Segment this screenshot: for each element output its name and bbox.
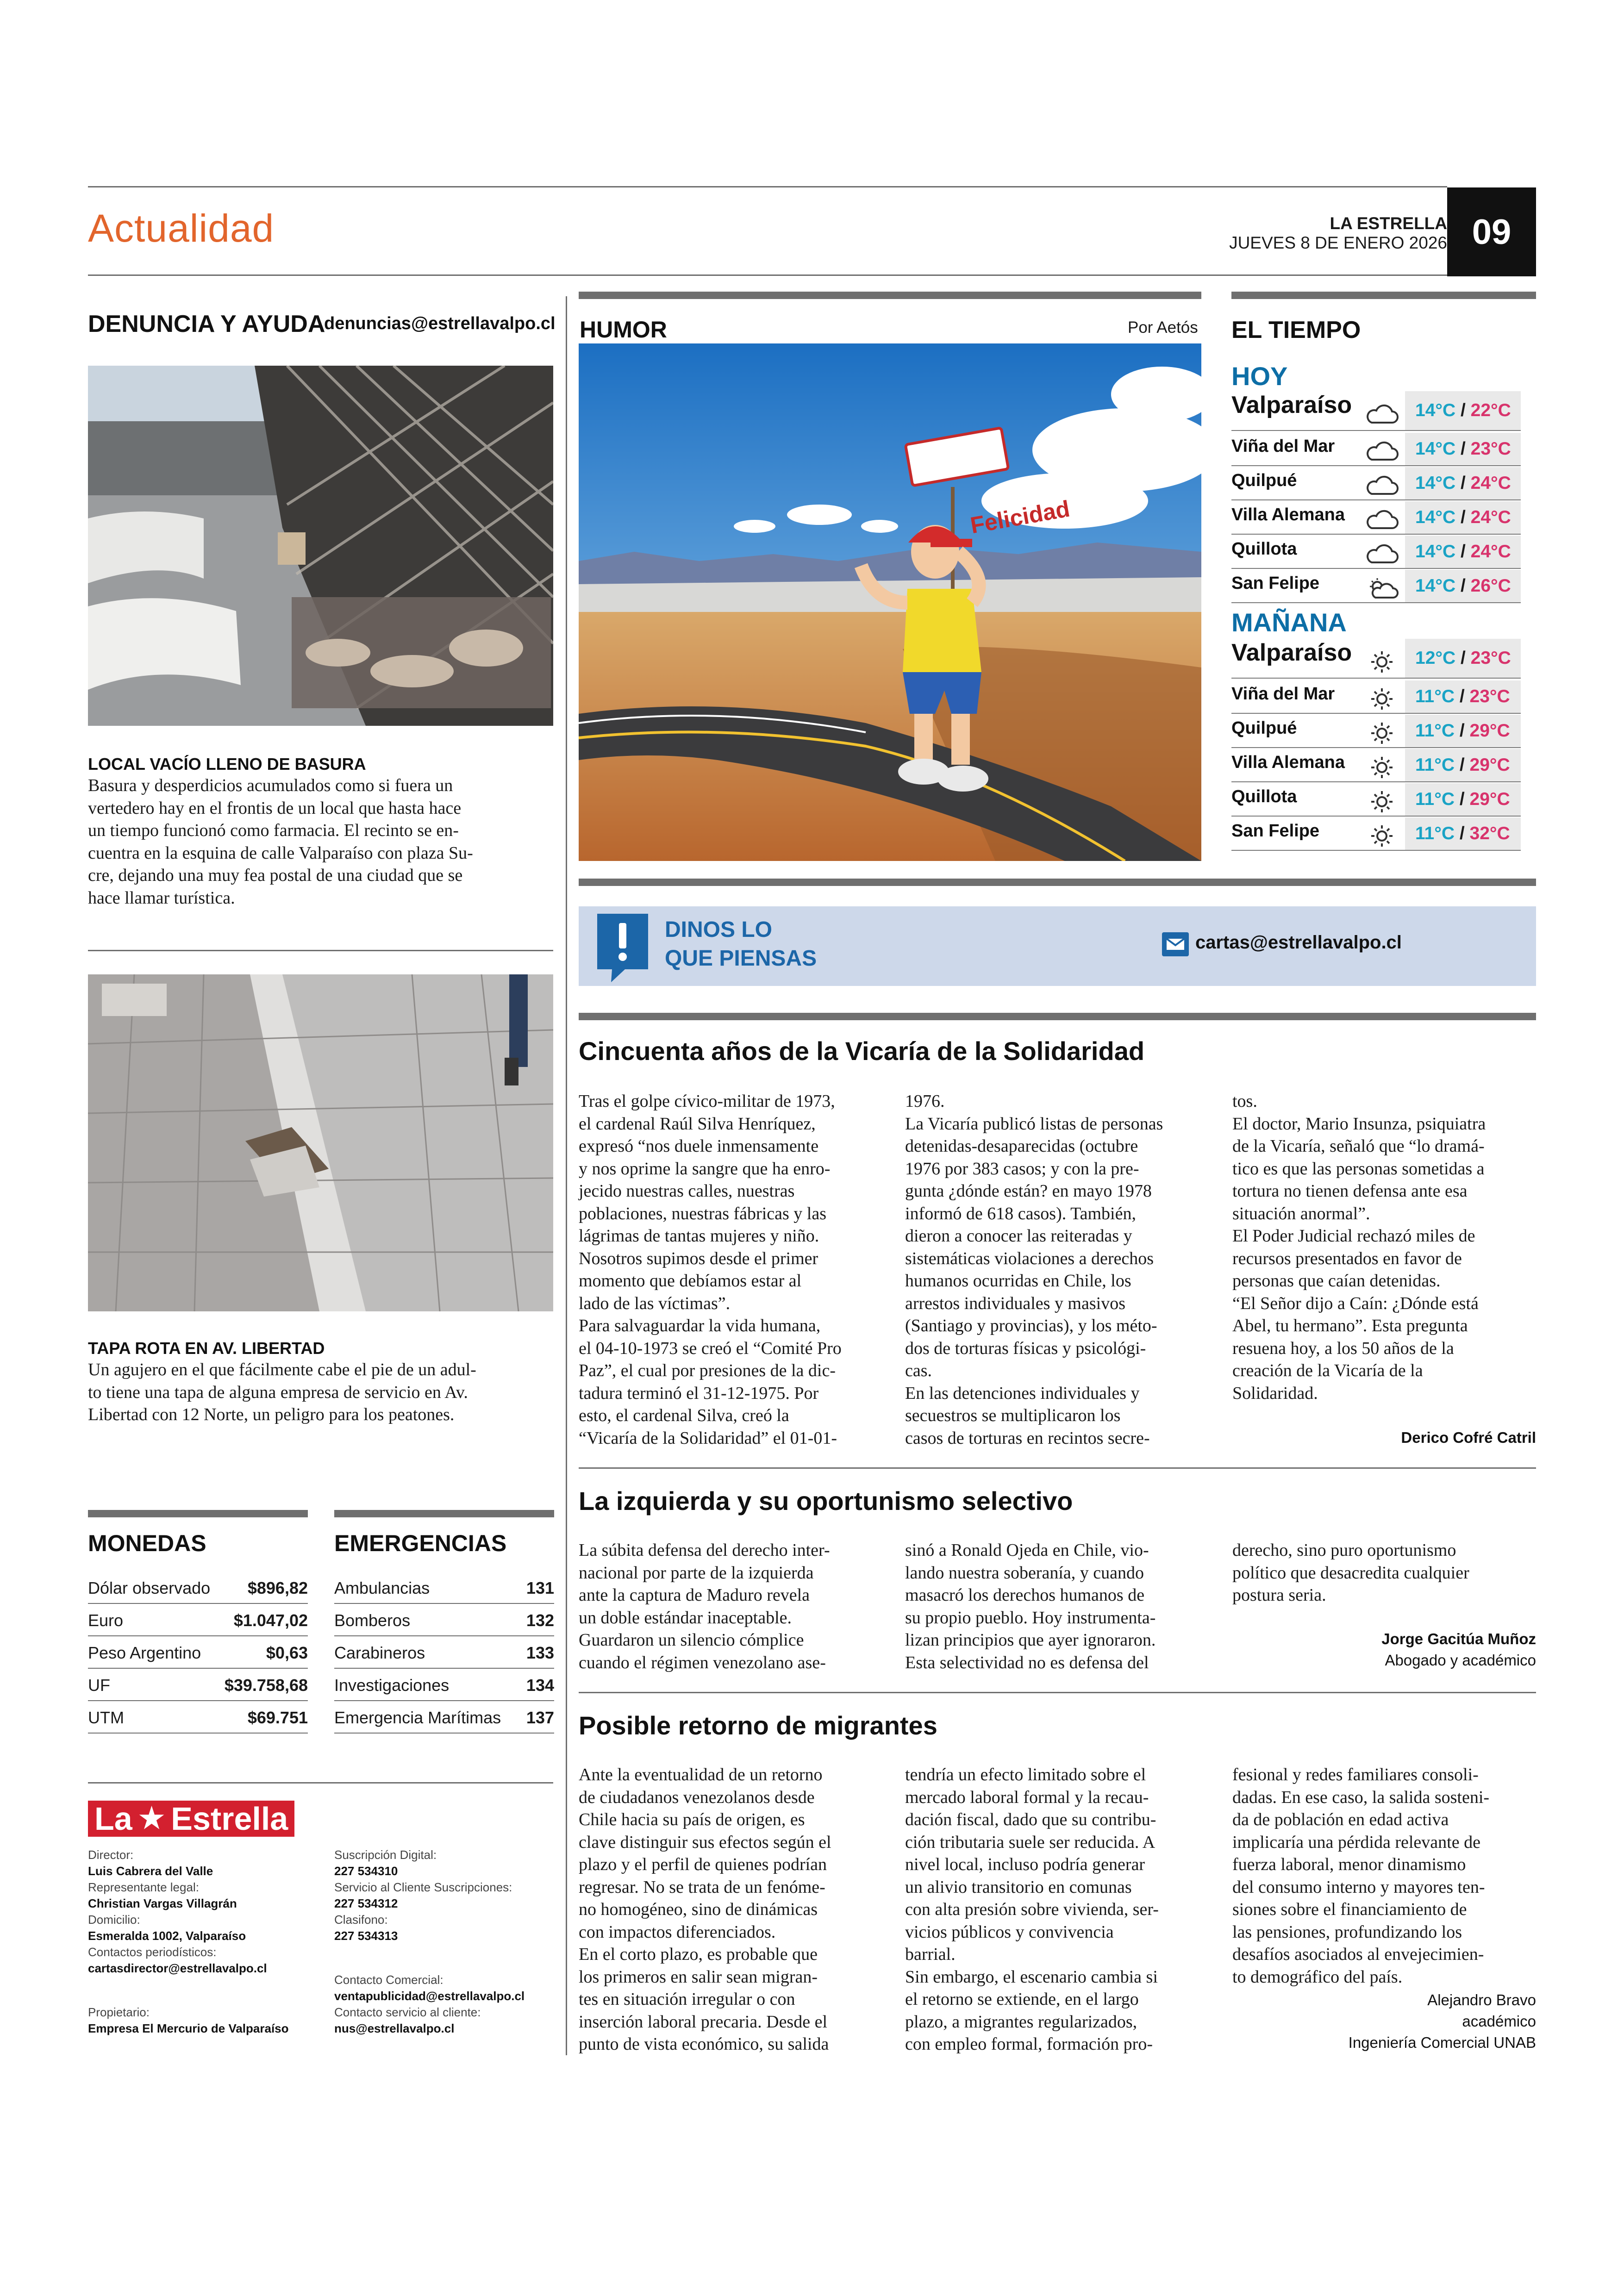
text-line: Para salvaguardar la vida humana, (579, 1316, 821, 1335)
weather-row (1231, 783, 1521, 817)
weather-city: Viña del Mar (1231, 437, 1335, 456)
text-line: jecido nuestras calles, nuestras (579, 1181, 795, 1201)
text-line: humanos ocurridas en Chile, los (905, 1271, 1131, 1291)
speech-bubble-icon (593, 909, 653, 983)
weather-temps (1405, 783, 1521, 816)
text-line: tortura no tienen defensa ante esa (1232, 1181, 1468, 1201)
item2-body: Un agujero en el que fácilmente cabe el pie de un adul- to tiene una tapa de alguna empresa de servicio en Av. Libertad con 12 Norte, un peligro para los peatones. (88, 1360, 476, 1424)
sunny-icon (1363, 755, 1400, 780)
text-line: sinó a Ronald Ojeda en Chile, vio- (905, 1540, 1149, 1560)
cloudy-icon (1363, 542, 1400, 566)
weather-row (1231, 467, 1521, 500)
text-line: las pensiones, profundizando los (1232, 1922, 1462, 1942)
row-value: 133 (526, 1643, 554, 1662)
temp-separator: / (1455, 755, 1470, 775)
star-icon: ★ (139, 1801, 165, 1837)
text-line: con impactos diferenciados. (579, 1922, 776, 1942)
weather-temps (1405, 749, 1521, 781)
denuncia-email[interactable]: denuncias@estrellavalpo.cl (324, 314, 556, 333)
temp-min: 14°C (1415, 400, 1456, 420)
temp-max: 23°C (1470, 439, 1511, 459)
text-line: tos. (1232, 1091, 1257, 1111)
weather-row (1231, 391, 1521, 431)
row-label: UF (88, 1676, 110, 1695)
temp-max: 29°C (1469, 721, 1510, 741)
row-label: Peso Argentino (88, 1643, 201, 1662)
text-line: el retorno se extiende, en el largo (905, 1989, 1139, 2009)
weather-temps (1405, 536, 1521, 568)
text-line: informó de 618 casos). También, (905, 1204, 1136, 1223)
text-line: los primeros en salir sean migran- (579, 1967, 818, 1987)
text-line: nacional por parte de la izquierda (579, 1563, 814, 1583)
text-line: barrial. (905, 1945, 956, 1964)
header-bottom-rule (88, 274, 1447, 276)
humor-cartoon (579, 343, 1201, 861)
text-line: desafíos asociados al envejecimien- (1232, 1945, 1484, 1964)
masthead (1229, 214, 1447, 253)
text-line: Ingeniería Comercial UNAB (1348, 2034, 1536, 2051)
text-line: El Poder Judicial rechazó miles de (1232, 1226, 1475, 1246)
temp-min: 14°C (1415, 542, 1456, 561)
weather-row (1231, 433, 1521, 466)
text-line: Guardaron un silencio cómplice (579, 1630, 804, 1650)
text-line: detenidas-desaparecidas (octubre (905, 1136, 1138, 1156)
temp-max: 23°C (1470, 648, 1511, 668)
sunny-icon (1363, 790, 1400, 814)
weather-city: Valparaíso (1231, 639, 1352, 666)
temp-max: 24°C (1470, 542, 1511, 561)
text-line: casos de torturas en recintos secre- (905, 1428, 1150, 1448)
temp-separator: / (1455, 789, 1470, 809)
row-value: $39.758,68 (224, 1676, 308, 1695)
text-line: Derico Cofré Catril (1401, 1429, 1536, 1446)
sunny-icon (1363, 687, 1400, 711)
row-value: $69.751 (247, 1708, 308, 1727)
text-line: con empleo formal, formación pro- (905, 2034, 1153, 2054)
text-line: de la Vicaría, señaló que “lo dramá- (1232, 1136, 1485, 1156)
text-line: lado de las víctimas”. (579, 1293, 731, 1313)
humor-bar (579, 292, 1201, 299)
temp-max: 32°C (1469, 823, 1510, 843)
text-line: Abogado y académico (1385, 1652, 1536, 1669)
letter1-col1 (579, 1090, 884, 1449)
text-line: postura seria. (1232, 1585, 1326, 1605)
letter3-col2 (905, 1764, 1211, 2056)
text-line: académico (1462, 2013, 1536, 2030)
imprint-left: Director: Luis Cabrera del Valle Representante legal: Christian Vargas Villagrán Domicilio: Esmeralda 1002, Valparaíso Contactos periodísticos: cartasdirector@estrellavalpo.cl Propietario: Empresa El Mercurio de Valparaíso (88, 1848, 289, 2035)
temp-min: 11°C (1415, 823, 1455, 843)
letter2-signature (1381, 1628, 1536, 1671)
monedas-title: MONEDAS (88, 1530, 206, 1556)
text-line: su propio pueblo. Hoy instrumenta- (905, 1608, 1156, 1628)
temp-separator: / (1455, 686, 1470, 706)
humor-author: Por Aetós (1128, 318, 1198, 337)
text-line: sistemáticas violaciones a derechos (905, 1248, 1154, 1268)
text-line: (Santiago y provincias), y los méto- (905, 1316, 1157, 1335)
text-line: “Vicaría de la Solidaridad” el 01-01- (579, 1428, 837, 1448)
monedas-bar (88, 1510, 308, 1517)
weather-row (1231, 680, 1521, 714)
letter2-divider (579, 1692, 1536, 1693)
weather-city: Villa Alemana (1231, 753, 1345, 772)
table-row (88, 1604, 308, 1636)
text-line: 1976 por 383 casos; y con la pre- (905, 1159, 1139, 1179)
weather-row (1231, 749, 1521, 782)
text-line: dadas. En ese caso, la salida sosteni- (1232, 1787, 1490, 1807)
text-line: tendría un efecto limitado sobre el (905, 1765, 1146, 1784)
weather-city: Valparaíso (1231, 392, 1352, 418)
text-line: plazo, a migrantes regularizados, (905, 2012, 1137, 2032)
text-line: Paz”, el cual por presiones de la dic- (579, 1361, 836, 1380)
weather-row (1231, 817, 1521, 851)
page-number: 09 (1447, 187, 1536, 276)
text-line: da de población en edad activa (1232, 1810, 1449, 1829)
weather-city: Quillota (1231, 539, 1297, 559)
text-line: En el corto plazo, es probable que (579, 1945, 818, 1964)
mail-icon (1162, 932, 1189, 956)
weather-today-label: HOY (1231, 362, 1288, 391)
section-title: Actualidad (88, 206, 275, 250)
imprint-rule (88, 1782, 553, 1784)
text-line: situación anormal”. (1232, 1204, 1370, 1223)
cloudy-icon (1363, 402, 1400, 426)
row-value: $896,82 (247, 1578, 308, 1597)
weather-row (1231, 715, 1521, 748)
temp-min: 11°C (1415, 686, 1455, 706)
column-divider (566, 296, 567, 2055)
weather-temps (1405, 680, 1521, 713)
temp-min: 14°C (1415, 439, 1456, 459)
text-line: creación de la Vicaría de la (1232, 1361, 1423, 1380)
letter3-col3 (1232, 1764, 1538, 1988)
text-line: poblaciones, nuestras fábricas y las (579, 1204, 826, 1223)
text-line: momento que debíamos estar al (579, 1271, 802, 1291)
text-line: clave distinguir sus efectos según el (579, 1832, 831, 1852)
letter1-divider (579, 1467, 1536, 1469)
temp-max: 29°C (1469, 789, 1510, 809)
row-label: Ambulancias (334, 1578, 430, 1597)
text-line: no homogéneo, sino de dinámicas (579, 1900, 818, 1919)
temp-separator: / (1455, 576, 1471, 596)
la-estrella-logo: La ★ Estrella (88, 1801, 294, 1837)
temp-separator: / (1455, 648, 1471, 668)
dinos-title: DINOS LO QUE PIENSAS (665, 917, 817, 971)
row-label: Emergencia Marítimas (334, 1708, 501, 1727)
temp-separator: / (1455, 507, 1471, 527)
text-line: implicaría una pérdida relevante de (1232, 1832, 1480, 1852)
table-row (334, 1636, 554, 1669)
text-line: de ciudadanos venezolanos desde (579, 1787, 815, 1807)
temp-min: 14°C (1415, 473, 1456, 493)
dinos-top-bar (579, 879, 1536, 886)
humor-title: HUMOR (580, 317, 667, 343)
weather-city: Viña del Mar (1231, 684, 1335, 704)
cloudy-icon (1363, 474, 1400, 498)
table-row (88, 1636, 308, 1669)
sunny-icon (1363, 721, 1400, 745)
text-line: La Vicaría publicó listas de personas (905, 1114, 1163, 1134)
weather-bar (1231, 292, 1536, 299)
temp-separator: / (1455, 473, 1471, 493)
cloudy-icon (1363, 439, 1400, 463)
item2-caption: TAPA ROTA EN AV. LIBERTAD (88, 1339, 325, 1358)
weather-city: San Felipe (1231, 821, 1320, 841)
text-line: dos de torturas físicas y psicológi- (905, 1338, 1146, 1358)
temp-min: 14°C (1415, 576, 1456, 596)
temp-max: 24°C (1470, 507, 1511, 527)
text-line: ción tributaria suele ser reducida. A (905, 1832, 1156, 1852)
weather-tomorrow-label: MAÑANA (1231, 608, 1347, 637)
table-row (88, 1572, 308, 1604)
table-row (88, 1669, 308, 1701)
letter3-col1 (579, 1764, 884, 2056)
sunny-icon (1363, 650, 1400, 674)
text-line: masacró los derechos humanos de (905, 1585, 1145, 1605)
text-line: regresar. No se trata de un fenóme- (579, 1877, 825, 1897)
letter2-title: La izquierda y su oportunismo selectivo (579, 1486, 1073, 1515)
text-line: dieron a conocer las reiteradas y (905, 1226, 1132, 1246)
letter1-col3 (1232, 1090, 1538, 1404)
weather-city: Quilpué (1231, 718, 1297, 738)
temp-separator: / (1455, 439, 1471, 459)
text-line: gunta ¿dónde están? en mayo 1978 (905, 1181, 1152, 1201)
temp-max: 22°C (1470, 400, 1511, 420)
row-value: 131 (526, 1578, 554, 1597)
text-line: Sin embargo, el escenario cambia si (905, 1967, 1158, 1987)
text-line: to demográfico del país. (1232, 1967, 1403, 1987)
temp-min: 12°C (1415, 648, 1456, 668)
weather-temps (1405, 433, 1521, 465)
row-label: Carabineros (334, 1643, 425, 1662)
dinos-banner (579, 906, 1536, 986)
cloudy-icon (1363, 508, 1400, 532)
weather-temps (1405, 391, 1521, 430)
text-line: cas. (905, 1361, 932, 1380)
text-line: cuando el régimen venezolano ase- (579, 1653, 826, 1672)
temp-separator: / (1455, 721, 1470, 741)
row-value: 134 (526, 1676, 554, 1695)
table-row (88, 1701, 308, 1734)
temp-max: 26°C (1470, 576, 1511, 596)
sunny-icon (1363, 824, 1400, 848)
text-line: lando nuestra soberanía, y cuando (905, 1563, 1144, 1583)
text-line: secuestros se multiplicaron los (905, 1406, 1121, 1425)
text-line: punto de vista económico, su salida (579, 2034, 829, 2054)
table-row (334, 1604, 554, 1636)
text-line: Tras el golpe cívico-militar de 1973, (579, 1091, 835, 1111)
temp-min: 11°C (1415, 789, 1455, 809)
imprint-right: Suscripción Digital: 227 534310 Servicio al Cliente Suscripciones: 227 534312 Clasifono: 227 534313 Contacto Comercial: ventapublicidad@estrellavalpo.cl Contacto servicio al cliente: nus@estrellavalpo.cl (334, 1848, 525, 2035)
row-value: 132 (526, 1611, 554, 1630)
text-line: político que desacredita cualquier (1232, 1563, 1469, 1583)
temp-min: 11°C (1415, 721, 1455, 741)
weather-city: Quillota (1231, 787, 1297, 806)
text-line: el 04-10-1973 se creó el “Comité Pro (579, 1338, 842, 1358)
text-line: nivel local, incluso podría generar (905, 1855, 1145, 1874)
dinos-email[interactable]: cartas@estrellavalpo.cl (1195, 932, 1402, 953)
text-line: lizan principios que ayer ignoraron. (905, 1630, 1156, 1650)
publication-name: LA ESTRELLA (1330, 214, 1447, 233)
weather-temps (1405, 570, 1521, 602)
letter3-signature (1349, 1989, 1536, 2053)
item1-caption: LOCAL VACÍO LLENO DE BASURA (88, 755, 366, 773)
text-line: personas que caían detenidas. (1232, 1271, 1441, 1291)
text-line: 1976. (905, 1091, 945, 1111)
partly-cloudy-icon (1363, 576, 1400, 600)
weather-temps (1405, 715, 1521, 747)
cartoon-sign-text: Felicidad (968, 495, 1072, 539)
text-line: expresó “nos duele inmensamente (579, 1136, 819, 1156)
letter3-title: Posible retorno de migrantes (579, 1711, 937, 1740)
temp-min: 14°C (1415, 507, 1456, 527)
denuncia-title: DENUNCIA Y AYUDA (88, 311, 325, 337)
emergencias-title: EMERGENCIAS (334, 1530, 507, 1556)
text-line: En las detenciones individuales y (905, 1383, 1140, 1403)
row-label: Dólar observado (88, 1578, 211, 1597)
text-line: siones sobre el financiamiento de (1232, 1900, 1467, 1919)
letter2-col3 (1232, 1539, 1538, 1607)
text-line: resuena hoy, a los 50 años de la (1232, 1338, 1454, 1358)
row-label: UTM (88, 1708, 124, 1727)
table-row (334, 1572, 554, 1604)
letter1-title: Cincuenta años de la Vicaría de la Solidaridad (579, 1036, 1145, 1066)
letter2-col1 (579, 1539, 884, 1674)
row-label: Investigaciones (334, 1676, 450, 1695)
row-label: Bomberos (334, 1611, 411, 1630)
weather-city: San Felipe (1231, 574, 1320, 593)
text-line: Alejandro Bravo (1427, 1991, 1536, 2008)
issue-date: JUEVES 8 DE ENERO 2026 (1229, 233, 1447, 252)
text-line: vicios públicos y convivencia (905, 1922, 1114, 1942)
text-line: tes en situación irregular o con (579, 1989, 795, 2009)
text-line: un alivio transitorio en comunas (905, 1877, 1132, 1897)
text-line: un doble estándar inaceptable. (579, 1608, 792, 1628)
text-line: lágrimas de tantas mujeres y niño. (579, 1226, 819, 1246)
weather-temps (1405, 501, 1521, 534)
text-line: con alta presión sobre vivienda, ser- (905, 1900, 1159, 1919)
temp-separator: / (1455, 823, 1470, 843)
text-line: arrestos individuales y masivos (905, 1293, 1125, 1313)
emergencias-bar (334, 1510, 554, 1517)
letter1-bar (579, 1013, 1536, 1020)
temp-max: 24°C (1470, 473, 1511, 493)
text-line: Ante la eventualidad de un retorno (579, 1765, 823, 1784)
weather-row (1231, 570, 1521, 603)
letter1-col2 (905, 1090, 1211, 1449)
text-line: esto, el cardenal Silva, creó la (579, 1406, 789, 1425)
weather-row (1231, 501, 1521, 535)
item1-body: Basura y desperdicios acumulados como si fuera un vertedero hay en el frontis de un local que hasta hace un tiempo funcionó como farmacia. El recinto se en- cuentra en la esquina de calle Valparaíso con plaza Su- cre, dejando una muy fea postal de una ciudad que se hace llamar turística. (88, 776, 473, 908)
table-row (334, 1669, 554, 1701)
text-line: Esta selectividad no es defensa del (905, 1653, 1149, 1672)
text-line: Jorge Gacitúa Muñoz (1381, 1630, 1536, 1647)
text-line: Nosotros supimos desde el primer (579, 1248, 818, 1268)
weather-temps (1405, 817, 1521, 850)
text-line: plazo y el perfil de quienes podrían (579, 1855, 827, 1874)
text-line: el cardenal Raúl Silva Henríquez, (579, 1114, 816, 1134)
weather-city: Quilpué (1231, 471, 1297, 490)
denuncia-divider (88, 950, 553, 951)
text-line: dación fiscal, dado que su contribu- (905, 1810, 1156, 1829)
text-line: Abel, tu hermano”. Esta pregunta (1232, 1316, 1468, 1335)
text-line: El doctor, Mario Insunza, psiquiatra (1232, 1114, 1486, 1134)
temp-max: 23°C (1469, 686, 1510, 706)
text-line: y nos oprime la sangre que ha enro- (579, 1159, 831, 1179)
text-line: ante la captura de Maduro revela (579, 1585, 810, 1605)
text-line: derecho, sino puro oportunismo (1232, 1540, 1456, 1560)
row-value: 137 (526, 1708, 554, 1727)
temp-min: 11°C (1415, 755, 1455, 775)
letter1-signature (1401, 1427, 1536, 1448)
text-line: tico es que las personas sometidas a (1232, 1159, 1485, 1179)
row-value: $1.047,02 (233, 1611, 308, 1630)
temp-max: 29°C (1469, 755, 1510, 775)
garbage-storefront-photo (88, 366, 553, 726)
text-line: fesional y redes familiares consoli- (1232, 1765, 1479, 1784)
text-line: inserción laboral precaria. Desde el (579, 2012, 828, 2032)
row-label: Euro (88, 1611, 124, 1630)
weather-row (1231, 639, 1521, 679)
letter2-col2 (905, 1539, 1211, 1674)
text-line: del consumo interno y mayores ten- (1232, 1877, 1485, 1897)
text-line: recursos presentados en favor de (1232, 1248, 1462, 1268)
top-rule (88, 186, 1447, 187)
temp-separator: / (1455, 542, 1471, 561)
broken-cover-photo (88, 974, 553, 1311)
text-line: tadura terminó el 31-12-1975. Por (579, 1383, 819, 1403)
weather-temps (1405, 639, 1521, 678)
row-value: $0,63 (266, 1643, 308, 1662)
text-line: Solidaridad. (1232, 1383, 1318, 1403)
weather-city: Villa Alemana (1231, 505, 1345, 524)
table-row (334, 1701, 554, 1734)
text-line: mercado laboral formal y la recau- (905, 1787, 1149, 1807)
text-line: Chile hacia su país de origen, es (579, 1810, 805, 1829)
temp-separator: / (1455, 400, 1471, 420)
weather-row (1231, 536, 1521, 569)
text-line: La súbita defensa del derecho inter- (579, 1540, 830, 1560)
text-line: “El Señor dijo a Caín: ¿Dónde está (1232, 1293, 1479, 1313)
weather-title: EL TIEMPO (1231, 317, 1361, 343)
text-line: fuerza laboral, menor dinamismo (1232, 1855, 1466, 1874)
weather-temps (1405, 467, 1521, 499)
